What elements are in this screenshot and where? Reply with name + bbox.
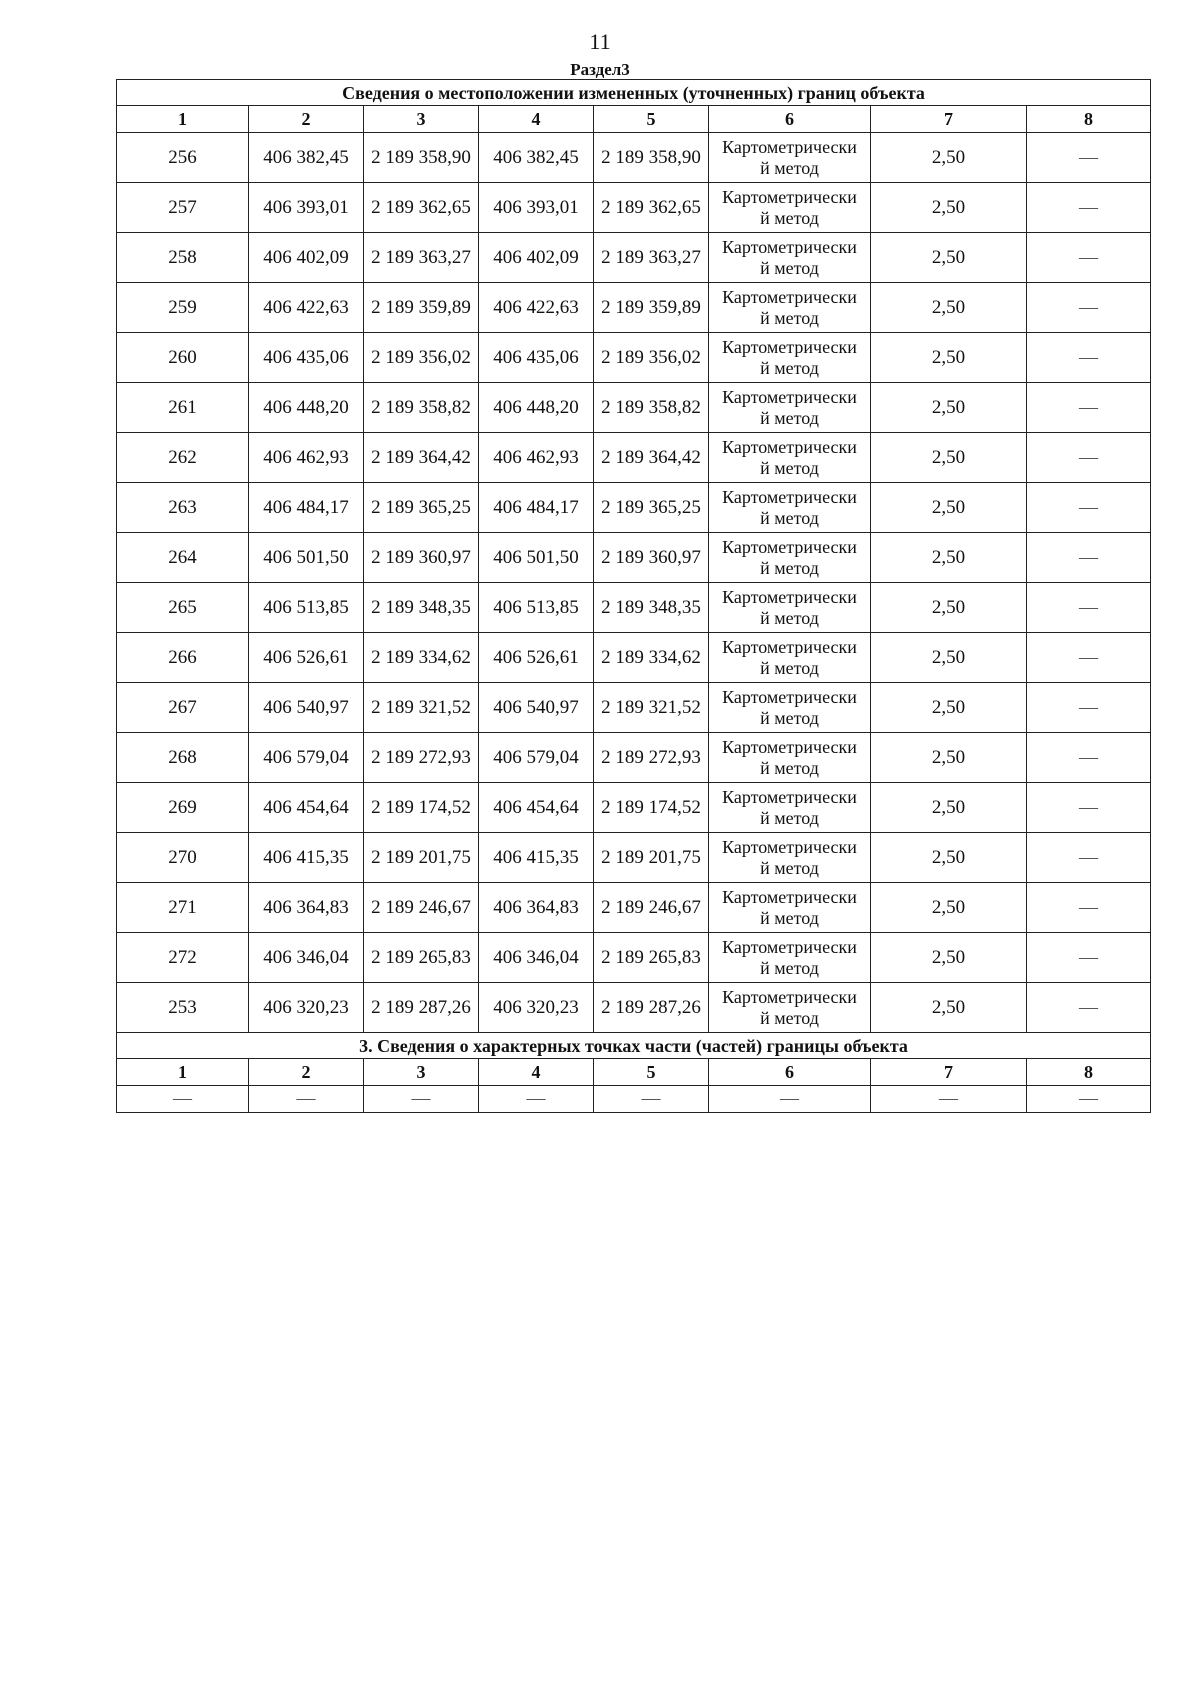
coordinate-x-cell: 406 415,35	[249, 833, 364, 883]
accuracy-cell: 2,50	[871, 283, 1027, 333]
empty-cell: —	[249, 1086, 364, 1113]
method-cell	[709, 683, 871, 733]
column-header: 8	[1027, 106, 1151, 133]
coordinate-y-cell: 2 189 334,62	[594, 633, 709, 683]
coordinate-x-cell: 406 346,04	[479, 933, 594, 983]
column-header: 5	[594, 1059, 709, 1086]
table-row	[117, 683, 1151, 733]
coordinate-x-cell: 406 462,93	[479, 433, 594, 483]
point-number-cell: 269	[117, 783, 249, 833]
method-text-line2: й метод	[760, 357, 819, 378]
coordinate-y-cell: 2 189 358,82	[594, 383, 709, 433]
coordinate-y-cell: 2 189 362,65	[594, 183, 709, 233]
coordinate-y-cell: 2 189 356,02	[364, 333, 479, 383]
coordinate-y-cell: 2 189 360,97	[364, 533, 479, 583]
empty-cell: —	[117, 1086, 249, 1113]
column-header: 2	[249, 106, 364, 133]
method-text-line2: й метод	[760, 607, 819, 628]
method-text-line1: Картометрически	[722, 886, 857, 907]
coordinate-y-cell: 2 189 365,25	[594, 483, 709, 533]
method-cell	[709, 783, 871, 833]
coordinate-y-cell: 2 189 272,93	[364, 733, 479, 783]
empty-cell: —	[364, 1086, 479, 1113]
method-cell	[709, 233, 871, 283]
column-header: 2	[249, 1059, 364, 1086]
coordinate-x-cell: 406 382,45	[479, 133, 594, 183]
point-number-cell: 272	[117, 933, 249, 983]
point-number-cell: 265	[117, 583, 249, 633]
table-row	[117, 133, 1151, 183]
method-text-line1: Картометрически	[722, 686, 857, 707]
coordinate-x-cell: 406 484,17	[479, 483, 594, 533]
subsection-empty-row	[117, 1086, 1151, 1113]
coordinate-y-cell: 2 189 348,35	[364, 583, 479, 633]
method-cell	[709, 283, 871, 333]
point-number-cell: 262	[117, 433, 249, 483]
coordinate-y-cell: 2 189 359,89	[594, 283, 709, 333]
accuracy-cell: 2,50	[871, 333, 1027, 383]
coordinate-x-cell: 406 454,64	[249, 783, 364, 833]
column-header: 5	[594, 106, 709, 133]
column-header: 1	[117, 1059, 249, 1086]
coordinate-x-cell: 406 579,04	[249, 733, 364, 783]
column-header: 4	[479, 1059, 594, 1086]
table-row	[117, 583, 1151, 633]
column-header: 4	[479, 106, 594, 133]
table-row	[117, 383, 1151, 433]
method-text-line1: Картометрически	[722, 736, 857, 757]
column-header: 7	[871, 1059, 1027, 1086]
method-text-line1: Картометрически	[722, 136, 857, 157]
column-header: 3	[364, 106, 479, 133]
coordinate-y-cell: 2 189 321,52	[364, 683, 479, 733]
point-number-cell: 264	[117, 533, 249, 583]
method-text-line2: й метод	[760, 557, 819, 578]
method-cell	[709, 883, 871, 933]
coordinate-y-cell: 2 189 265,83	[594, 933, 709, 983]
accuracy-cell: 2,50	[871, 433, 1027, 483]
coordinate-y-cell: 2 189 348,35	[594, 583, 709, 633]
table-row	[117, 883, 1151, 933]
column-header: 1	[117, 106, 249, 133]
method-cell	[709, 433, 871, 483]
point-number-cell: 259	[117, 283, 249, 333]
accuracy-cell: 2,50	[871, 533, 1027, 583]
table-title: Сведения о местоположении измененных (уточненных) границ объекта	[117, 80, 1151, 106]
coordinate-y-cell: 2 189 358,90	[594, 133, 709, 183]
coordinate-y-cell: 2 189 287,26	[594, 983, 709, 1033]
coordinate-y-cell: 2 189 362,65	[364, 183, 479, 233]
method-cell	[709, 583, 871, 633]
method-text-line1: Картометрически	[722, 586, 857, 607]
description-cell: —	[1027, 283, 1151, 333]
coordinate-x-cell: 406 501,50	[479, 533, 594, 583]
coordinate-x-cell: 406 415,35	[479, 833, 594, 883]
empty-cell: —	[1027, 1086, 1151, 1113]
coordinate-x-cell: 406 402,09	[249, 233, 364, 283]
column-header: 7	[871, 106, 1027, 133]
method-cell	[709, 133, 871, 183]
accuracy-cell: 2,50	[871, 133, 1027, 183]
column-header: 6	[709, 106, 871, 133]
description-cell: —	[1027, 133, 1151, 183]
description-cell: —	[1027, 833, 1151, 883]
coordinate-y-cell: 2 189 358,82	[364, 383, 479, 433]
coordinate-x-cell: 406 540,97	[249, 683, 364, 733]
coordinate-y-cell: 2 189 246,67	[364, 883, 479, 933]
coordinate-x-cell: 406 346,04	[249, 933, 364, 983]
method-text-line1: Картометрически	[722, 436, 857, 457]
empty-cell: —	[871, 1086, 1027, 1113]
coordinate-y-cell: 2 189 356,02	[594, 333, 709, 383]
empty-cell: —	[709, 1086, 871, 1113]
empty-cell: —	[594, 1086, 709, 1113]
description-cell: —	[1027, 183, 1151, 233]
coordinate-x-cell: 406 448,20	[479, 383, 594, 433]
point-number-cell: 261	[117, 383, 249, 433]
table-row	[117, 333, 1151, 383]
method-text-line2: й метод	[760, 407, 819, 428]
point-number-cell: 253	[117, 983, 249, 1033]
method-text-line2: й метод	[760, 807, 819, 828]
coordinate-x-cell: 406 513,85	[249, 583, 364, 633]
accuracy-cell: 2,50	[871, 683, 1027, 733]
coordinate-y-cell: 2 189 287,26	[364, 983, 479, 1033]
method-text-line2: й метод	[760, 207, 819, 228]
method-text-line2: й метод	[760, 907, 819, 928]
accuracy-cell: 2,50	[871, 833, 1027, 883]
point-number-cell: 260	[117, 333, 249, 383]
coordinate-y-cell: 2 189 363,27	[594, 233, 709, 283]
coordinate-x-cell: 406 462,93	[249, 433, 364, 483]
coordinate-y-cell: 2 189 174,52	[364, 783, 479, 833]
point-number-cell: 268	[117, 733, 249, 783]
method-text-line1: Картометрически	[722, 936, 857, 957]
coordinate-x-cell: 406 435,06	[479, 333, 594, 383]
coordinate-y-cell: 2 189 363,27	[364, 233, 479, 283]
method-text-line1: Картометрически	[722, 836, 857, 857]
method-text-line1: Картометрически	[722, 986, 857, 1007]
accuracy-cell: 2,50	[871, 933, 1027, 983]
method-cell	[709, 483, 871, 533]
point-number-cell: 263	[117, 483, 249, 533]
coordinate-x-cell: 406 422,63	[249, 283, 364, 333]
method-text-line1: Картометрически	[722, 786, 857, 807]
description-cell: —	[1027, 733, 1151, 783]
column-header: 8	[1027, 1059, 1151, 1086]
method-text-line2: й метод	[760, 757, 819, 778]
accuracy-cell: 2,50	[871, 183, 1027, 233]
description-cell: —	[1027, 433, 1151, 483]
point-number-cell: 256	[117, 133, 249, 183]
description-cell: —	[1027, 533, 1151, 583]
description-cell: —	[1027, 383, 1151, 433]
accuracy-cell: 2,50	[871, 633, 1027, 683]
coordinate-x-cell: 406 393,01	[479, 183, 594, 233]
coordinate-x-cell: 406 364,83	[249, 883, 364, 933]
coordinate-x-cell: 406 526,61	[249, 633, 364, 683]
description-cell: —	[1027, 933, 1151, 983]
accuracy-cell: 2,50	[871, 733, 1027, 783]
table-row	[117, 633, 1151, 683]
table-row	[117, 183, 1151, 233]
method-cell	[709, 733, 871, 783]
table-row	[117, 533, 1151, 583]
accuracy-cell: 2,50	[871, 383, 1027, 433]
coordinate-x-cell: 406 320,23	[479, 983, 594, 1033]
method-text-line1: Картометрически	[722, 386, 857, 407]
method-cell	[709, 933, 871, 983]
description-cell: —	[1027, 683, 1151, 733]
page-number: 11	[589, 29, 611, 54]
table-title-row	[117, 80, 1151, 106]
description-cell: —	[1027, 783, 1151, 833]
coordinate-y-cell: 2 189 334,62	[364, 633, 479, 683]
table-body	[117, 80, 1151, 1113]
coordinate-y-cell: 2 189 364,42	[364, 433, 479, 483]
accuracy-cell: 2,50	[871, 783, 1027, 833]
column-header: 3	[364, 1059, 479, 1086]
method-cell	[709, 383, 871, 433]
accuracy-cell: 2,50	[871, 233, 1027, 283]
method-text-line1: Картометрически	[722, 286, 857, 307]
method-text-line2: й метод	[760, 957, 819, 978]
coordinate-y-cell: 2 189 360,97	[594, 533, 709, 583]
accuracy-cell: 2,50	[871, 583, 1027, 633]
method-cell	[709, 533, 871, 583]
coordinate-y-cell: 2 189 174,52	[594, 783, 709, 833]
method-cell	[709, 183, 871, 233]
method-text-line2: й метод	[760, 507, 819, 528]
method-cell	[709, 633, 871, 683]
table-row	[117, 233, 1151, 283]
method-cell	[709, 983, 871, 1033]
column-header: 6	[709, 1059, 871, 1086]
description-cell: —	[1027, 583, 1151, 633]
coordinate-y-cell: 2 189 201,75	[594, 833, 709, 883]
method-text-line1: Картометрически	[722, 636, 857, 657]
coordinate-y-cell: 2 189 365,25	[364, 483, 479, 533]
description-cell: —	[1027, 883, 1151, 933]
table-row	[117, 783, 1151, 833]
method-text-line2: й метод	[760, 307, 819, 328]
coordinate-x-cell: 406 513,85	[479, 583, 594, 633]
description-cell: —	[1027, 983, 1151, 1033]
table-row	[117, 283, 1151, 333]
subsection-title-row	[117, 1033, 1151, 1059]
description-cell: —	[1027, 483, 1151, 533]
accuracy-cell: 2,50	[871, 883, 1027, 933]
point-number-cell: 267	[117, 683, 249, 733]
method-text-line1: Картометрически	[722, 486, 857, 507]
accuracy-cell: 2,50	[871, 983, 1027, 1033]
empty-cell: —	[479, 1086, 594, 1113]
subsection-header-row	[117, 1059, 1151, 1086]
subsection-title: 3. Сведения о характерных точках части (частей) границы объекта	[117, 1033, 1151, 1059]
method-cell	[709, 833, 871, 883]
coordinate-x-cell: 406 364,83	[479, 883, 594, 933]
point-number-cell: 258	[117, 233, 249, 283]
coordinate-x-cell: 406 435,06	[249, 333, 364, 383]
coordinate-x-cell: 406 422,63	[479, 283, 594, 333]
table-row	[117, 483, 1151, 533]
method-text-line2: й метод	[760, 257, 819, 278]
table-row	[117, 433, 1151, 483]
method-text-line1: Картометрически	[722, 336, 857, 357]
point-number-cell: 257	[117, 183, 249, 233]
coordinate-x-cell: 406 540,97	[479, 683, 594, 733]
section-label: Раздел3	[570, 60, 630, 79]
coordinate-x-cell: 406 448,20	[249, 383, 364, 433]
table-row	[117, 933, 1151, 983]
point-number-cell: 270	[117, 833, 249, 883]
method-text-line2: й метод	[760, 457, 819, 478]
coordinate-x-cell: 406 382,45	[249, 133, 364, 183]
point-number-cell: 266	[117, 633, 249, 683]
column-header-row	[117, 106, 1151, 133]
table-row	[117, 833, 1151, 883]
coordinate-x-cell: 406 320,23	[249, 983, 364, 1033]
table-row	[117, 733, 1151, 783]
point-number-cell: 271	[117, 883, 249, 933]
description-cell: —	[1027, 333, 1151, 383]
boundary-table	[116, 79, 1151, 1113]
method-text-line2: й метод	[760, 707, 819, 728]
coordinate-x-cell: 406 393,01	[249, 183, 364, 233]
coordinate-x-cell: 406 402,09	[479, 233, 594, 283]
coordinate-x-cell: 406 454,64	[479, 783, 594, 833]
method-text-line1: Картометрически	[722, 536, 857, 557]
description-cell: —	[1027, 233, 1151, 283]
coordinate-y-cell: 2 189 265,83	[364, 933, 479, 983]
coordinate-x-cell: 406 579,04	[479, 733, 594, 783]
method-cell	[709, 333, 871, 383]
coordinate-y-cell: 2 189 364,42	[594, 433, 709, 483]
description-cell: —	[1027, 633, 1151, 683]
coordinate-x-cell: 406 484,17	[249, 483, 364, 533]
coordinate-y-cell: 2 189 246,67	[594, 883, 709, 933]
method-text-line2: й метод	[760, 1007, 819, 1028]
method-text-line2: й метод	[760, 657, 819, 678]
coordinate-x-cell: 406 526,61	[479, 633, 594, 683]
method-text-line1: Картометрически	[722, 236, 857, 257]
coordinate-y-cell: 2 189 358,90	[364, 133, 479, 183]
coordinate-y-cell: 2 189 201,75	[364, 833, 479, 883]
coordinate-x-cell: 406 501,50	[249, 533, 364, 583]
coordinate-y-cell: 2 189 272,93	[594, 733, 709, 783]
coordinate-y-cell: 2 189 321,52	[594, 683, 709, 733]
accuracy-cell: 2,50	[871, 483, 1027, 533]
method-text-line2: й метод	[760, 157, 819, 178]
method-text-line2: й метод	[760, 857, 819, 878]
method-text-line1: Картометрически	[722, 186, 857, 207]
coordinate-y-cell: 2 189 359,89	[364, 283, 479, 333]
table-row	[117, 983, 1151, 1033]
